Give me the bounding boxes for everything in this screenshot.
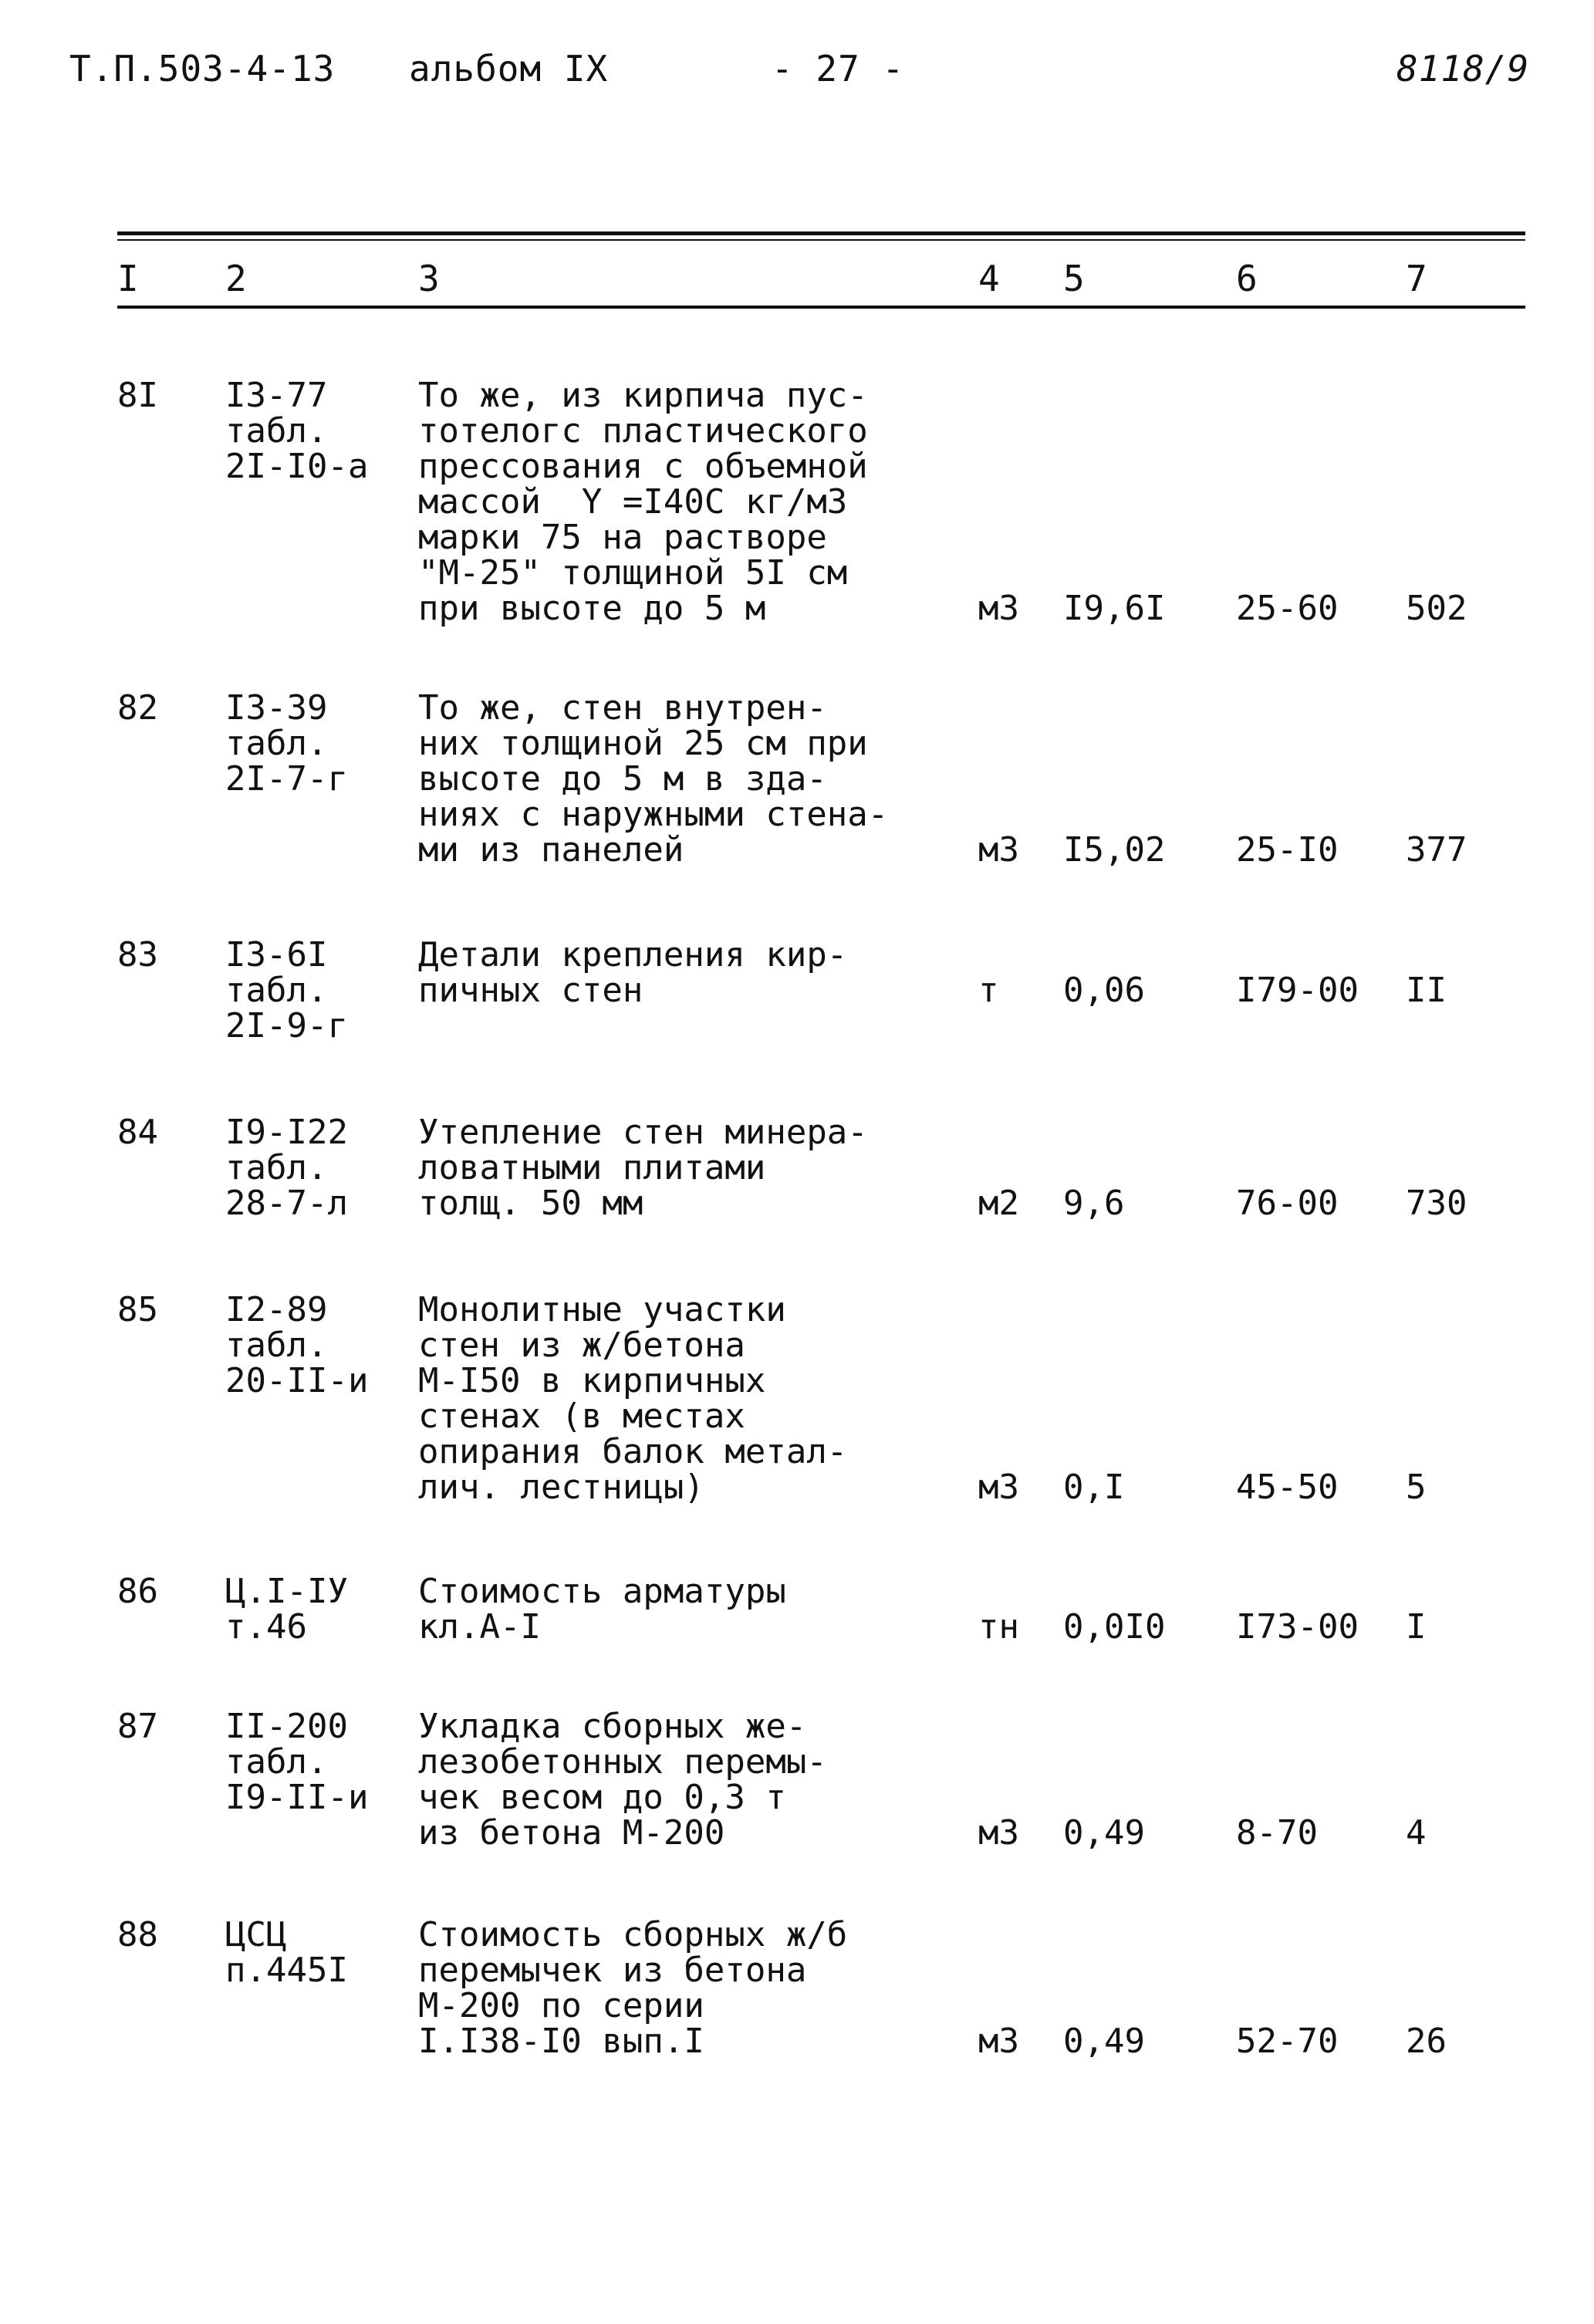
quantity-cell: 0,06 [1063, 971, 1145, 1010]
unit-cell: м3 [978, 1468, 1019, 1507]
unit-cell: м3 [978, 2022, 1019, 2061]
description-line: высоте до 5 м в зда- [418, 759, 827, 799]
unit-cell: м3 [978, 1813, 1019, 1853]
description-cell [418, 1115, 868, 1221]
description-line: прессования с объемной [418, 447, 868, 486]
description-line: "М-25" толщиной 5I см [418, 553, 848, 593]
description-line: тотелогс пластического [418, 411, 868, 451]
page-number: - 27 - [772, 48, 905, 90]
description-line: ми из панелей [418, 830, 684, 870]
unit-price-cell: 25-60 [1236, 589, 1339, 628]
header-bottom-rule [117, 306, 1525, 309]
total-cost-cell: 730 [1406, 1184, 1467, 1223]
row-number: 85 [117, 1290, 158, 1329]
reference-line: табл. [225, 971, 328, 1010]
quantity-cell: 0,49 [1063, 2022, 1145, 2061]
description-line: М-200 по серии [418, 1986, 704, 2025]
album-label: альбом IX [409, 48, 609, 90]
total-cost-cell: 4 [1406, 1813, 1427, 1853]
reference-line: ЦСЦ [225, 1915, 287, 1954]
column-header-4: 4 [978, 258, 1000, 299]
description-line: Монолитные участки [418, 1290, 786, 1329]
reference-line: табл. [225, 411, 328, 451]
sheet-number: 8118/9 [1396, 48, 1530, 90]
quantity-cell: I9,6I [1063, 589, 1166, 628]
unit-cell: тн [978, 1607, 1019, 1647]
reference-line: I2-89 [225, 1290, 328, 1329]
column-header-7: 7 [1406, 258, 1427, 299]
description-line: стенах (в местах [418, 1397, 745, 1436]
description-line: Детали крепления кир- [418, 935, 848, 975]
total-cost-cell: 5 [1406, 1468, 1427, 1507]
column-header-1: I [117, 258, 139, 299]
quantity-cell: I5,02 [1063, 830, 1166, 870]
total-cost-cell: 377 [1406, 830, 1467, 870]
description-line: толщ. 50 мм [418, 1184, 643, 1223]
total-cost-cell: 26 [1406, 2022, 1447, 2061]
unit-price-cell: 25-I0 [1236, 830, 1339, 870]
reference-cell [225, 1574, 348, 1645]
reference-line: I9-I22 [225, 1113, 348, 1152]
description-line: перемычек из бетона [418, 1951, 807, 1990]
reference-cell [225, 688, 348, 799]
column-header-5: 5 [1063, 258, 1085, 299]
row-number: 83 [117, 935, 158, 975]
reference-cell [225, 1917, 348, 1988]
description-cell [418, 378, 868, 627]
description-line: опирания балок метал- [418, 1432, 848, 1471]
total-cost-cell: II [1406, 971, 1447, 1010]
total-cost-cell: 502 [1406, 589, 1467, 628]
reference-line: табл. [225, 1326, 328, 1365]
table-top-rule [117, 231, 1525, 235]
description-cell [418, 1709, 827, 1851]
reference-cell [225, 378, 368, 485]
reference-line: т.46 [225, 1607, 307, 1647]
description-line: То же, из кирпича пус- [418, 376, 868, 415]
description-line: них толщиной 25 см при [418, 724, 868, 763]
description-line: Стоимость арматуры [418, 1572, 786, 1611]
reference-line: II-200 [225, 1707, 348, 1746]
description-line: марки 75 на растворе [418, 518, 827, 557]
description-line: Стоимость сборных ж/б [418, 1915, 848, 1954]
unit-price-cell: 76-00 [1236, 1184, 1339, 1223]
reference-line: 28-7-л [225, 1184, 348, 1223]
column-header-2: 2 [225, 258, 247, 299]
reference-line: I3-6I [225, 935, 328, 975]
description-line: из бетона М-200 [418, 1813, 725, 1853]
description-cell [418, 1917, 847, 2059]
quantity-cell: 9,6 [1063, 1184, 1125, 1223]
description-line: пичных стен [418, 971, 643, 1010]
reference-line: 2I-7-г [225, 759, 348, 799]
description-cell [418, 937, 847, 1008]
quantity-cell: 0,49 [1063, 1813, 1145, 1853]
description-line: лич. лестницы) [418, 1468, 704, 1507]
description-cell [418, 1574, 786, 1645]
description-line: Укладка сборных же- [418, 1707, 807, 1746]
description-line: То же, стен внутрен- [418, 688, 827, 728]
row-number: 82 [117, 688, 158, 728]
unit-cell: м3 [978, 830, 1019, 870]
description-line: Утепление стен минера- [418, 1113, 868, 1152]
description-cell [418, 1292, 847, 1505]
unit-cell: м3 [978, 589, 1019, 628]
reference-line: I3-77 [225, 376, 328, 415]
column-header-6: 6 [1236, 258, 1258, 299]
description-cell [418, 688, 889, 870]
column-header-3: 3 [418, 258, 440, 299]
reference-line: табл. [225, 724, 328, 763]
reference-line: 2I-I0-а [225, 447, 369, 486]
reference-line: I3-39 [225, 688, 328, 728]
document-code: Т.П.503-4-13 [69, 48, 336, 90]
reference-line: I9-II-и [225, 1778, 369, 1817]
reference-line: табл. [225, 1742, 328, 1782]
reference-cell [225, 1115, 348, 1221]
unit-price-cell: I73-00 [1236, 1607, 1359, 1647]
description-line: ловатными плитами [418, 1148, 766, 1187]
row-number: 84 [117, 1113, 158, 1152]
reference-cell [225, 1709, 368, 1816]
unit-price-cell: 8-70 [1236, 1813, 1318, 1853]
unit-cell: м2 [978, 1184, 1019, 1223]
unit-price-cell: I79-00 [1236, 971, 1359, 1010]
unit-price-cell: 52-70 [1236, 2022, 1339, 2061]
description-line: кл.А-I [418, 1607, 541, 1647]
unit-price-cell: 45-50 [1236, 1468, 1339, 1507]
description-line: чек весом до 0,3 т [418, 1778, 786, 1817]
description-line: ниях с наружными стена- [418, 795, 889, 834]
reference-line: Ц.I-IУ [225, 1572, 348, 1611]
description-line: М-I50 в кирпичных [418, 1361, 766, 1400]
row-number: 88 [117, 1915, 158, 1954]
reference-line: 2I-9-г [225, 1006, 348, 1045]
row-number: 8I [117, 376, 158, 415]
quantity-cell: 0,I [1063, 1468, 1125, 1507]
reference-line: 20-II-и [225, 1361, 369, 1400]
description-line: I.I38-I0 вып.I [418, 2022, 704, 2061]
reference-cell [225, 1292, 368, 1399]
reference-line: п.445I [225, 1951, 348, 1990]
description-line: при высоте до 5 м [418, 589, 766, 628]
description-line: лезобетонных перемы- [418, 1742, 827, 1782]
reference-cell [225, 937, 348, 1044]
total-cost-cell: I [1406, 1607, 1427, 1647]
description-line: массой Y =I40C кг/м3 [418, 482, 848, 522]
reference-line: табл. [225, 1148, 328, 1187]
quantity-cell: 0,0I0 [1063, 1607, 1166, 1647]
row-number: 87 [117, 1707, 158, 1746]
description-line: стен из ж/бетона [418, 1326, 745, 1365]
row-number: 86 [117, 1572, 158, 1611]
table-top-rule-thin [117, 239, 1525, 241]
unit-cell: т [978, 971, 999, 1010]
